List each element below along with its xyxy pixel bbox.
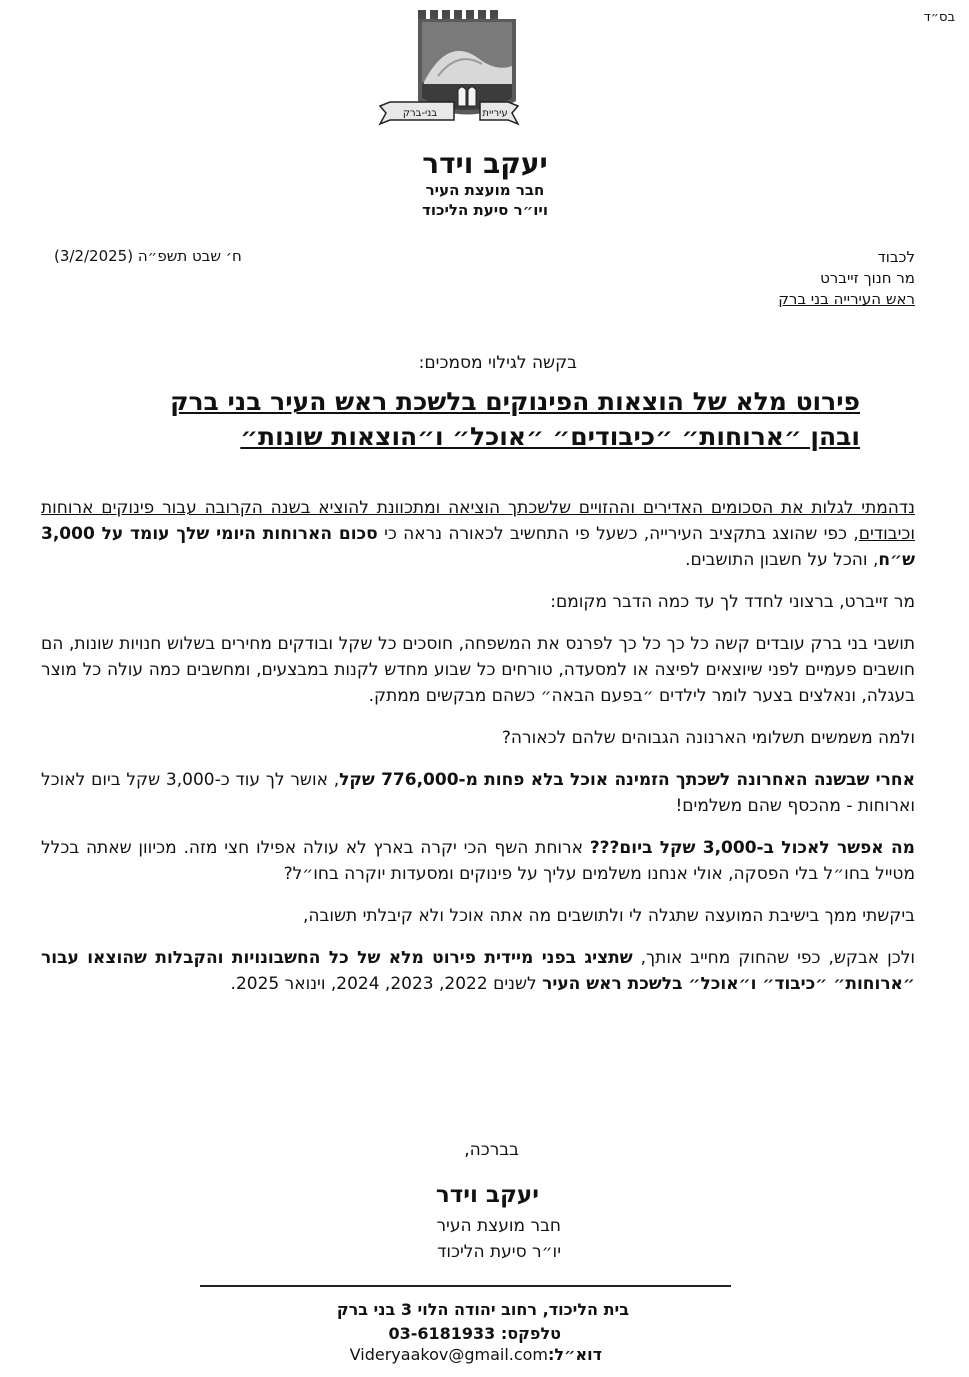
- signature-role-1: חבר מועצת העיר: [436, 1216, 561, 1236]
- recipient-block: [778, 247, 915, 310]
- paragraph-8-end: לשנים 2022, 2023, 2024, וינואר 2025.: [230, 974, 543, 994]
- signature-name: יעקב וידר: [435, 1182, 539, 1208]
- footer-email-address[interactable]: Videryaakov@gmail.com: [349, 1345, 549, 1364]
- letterhead-name: יעקב וידר: [422, 147, 548, 180]
- closing-greeting: בברכה,: [464, 1140, 519, 1160]
- paragraph-1-end: , והכל על חשבון התושבים.: [685, 550, 879, 570]
- letter-title: [60, 384, 860, 454]
- footer-phone-number: 03-6181933: [388, 1324, 496, 1343]
- paragraph-1-underlined: נדהמתי לגלות את הסכומים האדירים וההזויים שלשכתך הוציאה ומתכוונת להוציא בשנה הקרובה עבור פינוקים ארוחות וכיבודים: [41, 498, 915, 544]
- paragraph-1-bold: סכום הארוחות היומי שלך עומד על 3,000 ש״ח: [41, 524, 915, 570]
- crest-left-banner-text: בני-ברק: [402, 108, 438, 119]
- paragraph-5-bold: אחרי שבשנה האחרונה לשכתך הזמינה אוכל בלא פחות מ-776,000 שקל: [339, 770, 915, 790]
- paragraph-1: [41, 495, 915, 573]
- crest-battlements: [418, 10, 498, 20]
- paragraph-6-text: ארוחת השף הכי יקרה בארץ לא עולה אפילו חצי מזה. מכיוון שאתה בכלל מטייל בחו״ל בלי הפסקה, אולי אנחנו משלמים עליך על פינוקים ומסעדות יוקרה בחו״ל?: [41, 838, 915, 884]
- letterhead-role-2: ויו״ר סיעת הליכוד: [422, 201, 548, 219]
- paragraph-3: תושבי בני ברק עובדים קשה כל כך כל כך לפרנס את המשפחה, חוסכים כל שקל ובודקים מחירים בשלוש חנויות שונות, הם חושבים פעמיים לפני שיוצאים לפיצה או למסעדה, טורחים כל שבוע מחדש לקנות במבצעים, ומחשבים כמה עולה כל מוצר בעגלה, ונאלצים בצער לומר לילדים ״בפעם הבאה״ כשהם מבקשים ממתק.: [41, 634, 915, 706]
- signature-role-2: יו״ר סיעת הליכוד: [437, 1242, 561, 1262]
- footer-phone: [388, 1324, 561, 1343]
- letter-title-line-2: ובהן ״ארוחות״ ״כיבודים״ ״אוכל״ ו״הוצאות שונות״: [240, 422, 860, 451]
- letterhead-role-1: חבר מועצת העיר: [425, 181, 545, 199]
- letter-date: ח׳ שבט תשפ״ה (3/2/2025): [54, 247, 242, 265]
- footer-phone-label: טלפקס:: [500, 1324, 561, 1343]
- paragraph-7: ביקשתי ממך בישיבת המועצה שתגלה לי ולתושבים מה אתה אוכל ולא קיבלתי תשובה,: [303, 906, 915, 926]
- paragraph-5: [41, 767, 915, 819]
- footer-email: [350, 1345, 602, 1364]
- paragraph-8-text: ולכן אבקש, כפי שהחוק מחייב אותך,: [632, 948, 915, 968]
- footer-address: בית הליכוד, רחוב יהודה הלוי 3 בני ברק: [336, 1300, 629, 1319]
- paragraph-4: ולמה משמשים תשלומי הארנונה הגבוהים שלהם לכאורה?: [501, 728, 915, 748]
- paragraph-2: מר זייברט, ברצוני לחדד לך עד כמה הדבר מקומם:: [550, 592, 915, 612]
- recipient-salutation: לכבוד: [877, 248, 915, 266]
- recipient-name: מר חנוך זייברט: [820, 269, 915, 287]
- paragraph-1-text: , כפי שהוצג בתקציב העירייה, כשעל פי התחשיב לכאורה נראה כי: [377, 524, 859, 544]
- paragraph-5-text: , אושר לך עוד כ-3,000 שקל ביום לאוכל וארוחות - מהכסף שהם משלמים!: [41, 770, 915, 816]
- footer-divider: [200, 1285, 731, 1287]
- subject-intro: בקשה לגילוי מסמכים:: [418, 353, 577, 373]
- footer-email-label: דוא״ל:: [548, 1345, 602, 1364]
- crest-right-banner-text: עיריית: [482, 108, 508, 119]
- bnei-brak-crest-logo: [378, 6, 520, 130]
- letter-body: [41, 495, 915, 1013]
- paragraph-6: [41, 835, 915, 887]
- paragraph-6-bold: מה אפשר לאכול ב-3,000 שקל ביום???: [589, 838, 915, 858]
- recipient-title: ראש העירייה בני ברק: [778, 290, 915, 308]
- paragraph-8: [41, 945, 915, 997]
- paragraph-8-bold: שתציג בפני מיידית פירוט מלא של כל החשבונויות והקבלות שהוצאו עבור ״ארוחות״ ״כיבוד״ ו״אוכל״ בלשכת ראש העיר: [41, 948, 915, 994]
- letter-title-line-1: פירוט מלא של הוצאות הפינוקים בלשכת ראש העיר בני ברק: [170, 387, 860, 416]
- bsd-mark: בס״ד: [923, 10, 955, 25]
